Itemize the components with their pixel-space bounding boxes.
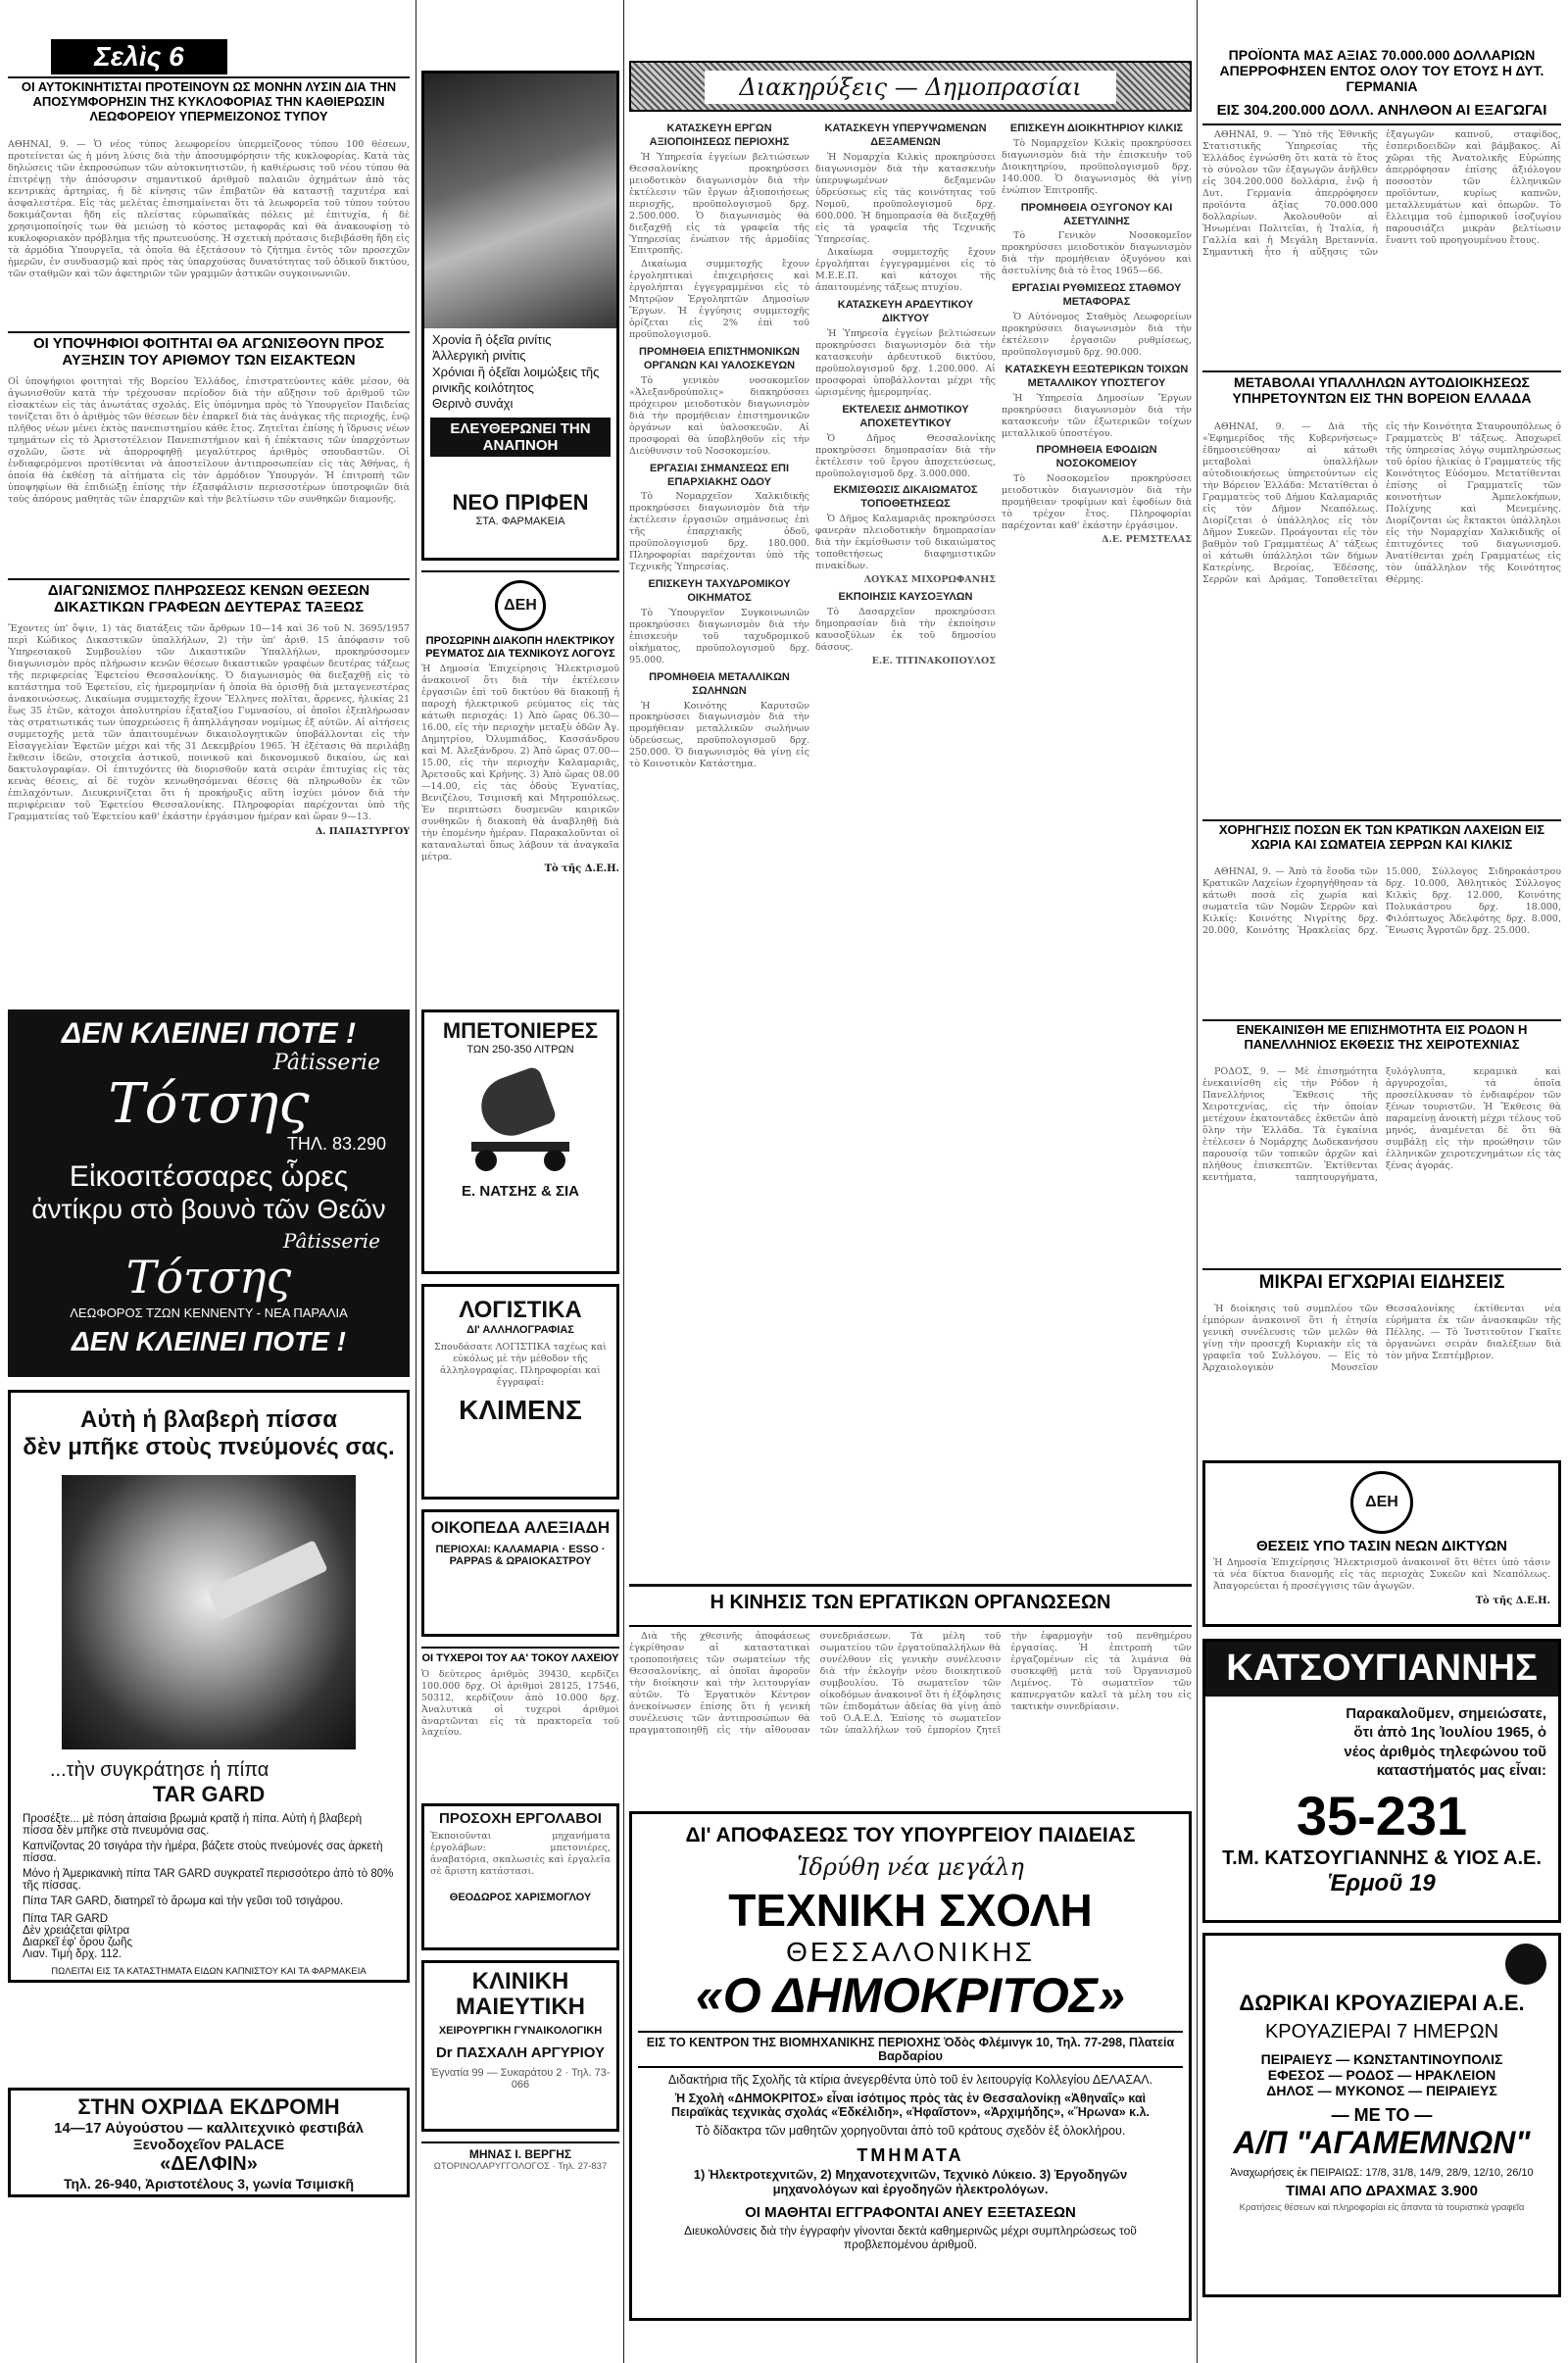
doctor2-ad bbox=[421, 2141, 619, 2200]
page-label: Σελὶς 6 bbox=[51, 39, 227, 74]
cruise-route: ΠΕΙΡΑΙΕΥΣ — ΚΩΝΣΤΑΝΤΙΝΟΥΠΟΛΙΣ bbox=[1260, 2051, 1503, 2068]
school-ad bbox=[629, 1811, 1192, 2321]
school-name: ΤΕΧΝΙΚΗ ΣΧΟΛΗ bbox=[728, 1885, 1093, 1937]
cruise-sub: ΚΡΟΥΑΖΙΕΡΑΙ 7 ΗΜΕΡΩΝ bbox=[1264, 2021, 1499, 2043]
ad-footer: ΠΩΛΕΙΤΑΙ ΕΙΣ ΤΑ ΚΑΤΑΣΤΗΜΑΤΑ ΕΙΔΩΝ ΚΑΠΝΙΣΤΟΥ ΚΑΙ ΤΑ ΦΑΡΜΑΚΕΙΑ bbox=[51, 1966, 367, 1977]
tenders-banner bbox=[629, 61, 1192, 112]
ad-address: ΛΕΩΦΟΡΟΣ ΤΖΩΝ ΚΕΝΝΕΝΤΥ - ΝΕΑ ΠΑΡΑΛΙΑ bbox=[70, 1305, 348, 1320]
article-body: Ἔχοντες ὑπ' ὄψιν, 1) τὰς διατάξεις τῶν ἄρθρων 10—14 καὶ 36 τοῦ Ν. 3695/1957 περὶ Κώδικος Δικαστικῶν ὑπαλλήλων, 2) τὴν ὑπ' ἀριθ. 15 ἀπόφασιν τοῦ Ὑπηρεσιακοῦ Συμβουλίου τῶν Δικαστικῶν Ὑπαλλήλων, προκηρύσσομεν διαγωνισμὸν πρὸς πλήρωσιν κενῶν θέσεων δικαστικῶν γραφέων δευτέρας τάξεως τῆς περιφερείας Ἐφετείου Θεσσαλονίκης. Ὁ διαγωνισμὸς θὰ διεξαχθῇ εἰς τὸ κατάστημα τοῦ Ἐφετείου, εἰς ἡμερομηνίαν ἡ ὁποία θὰ ὁρισθῇ διὰ μεταγενεστέρας ἀνακοινώσεως. Δικαίωμα συμμετοχῆς ἔχουν Ἕλληνες πολῖται, ἄρρενες, ἡλικίας 21 ἕως 35 ἐτῶν, κάτοχοι ἀπολυτηρίου ἑξαταξίου Γυμνασίου, οἱ ὁποῖοι ἐξεπλήρωσαν τὰς στρατιωτικάς των ὑποχρεώσεις ἢ ἀπηλλάγησαν νομίμως ἐξ αὐτῶν. Αἱ αἰτήσεις συμμετοχῆς μετὰ τῶν ἀπαιτουμένων δικαιολογητικῶν ὑποβάλλονται εἰς τὴν Εἰσαγγελίαν Ἐφετῶν μέχρι καὶ τῆς 31 Δεκεμβρίου 1965. Ἡ ἐξέτασις θὰ περιλάβῃ ἔκθεσιν ἰδεῶν, στοιχεῖα ἀστικοῦ, ποινικοῦ καὶ δικονομικοῦ δικαίου, ὡς καὶ δακτυλογραφίαν. Οἱ ἐπιτυχόντες θὰ διορισθοῦν κατὰ σειρὰν ἐπιτυχίας εἰς τὰς κενὰς θέσεις, αἱ δὲ τυχὸν κενωθησόμεναι θέσεις θὰ πληρωθοῦν ἐκ τῶν ἐπιλαχόντων. Διευκρινίζεται ὅτι ἡ προκήρυξις αὕτη ἰσχύει μόνον διὰ τὴν περιφέρειαν τοῦ Ἐφετείου Θεσσαλονίκης. Πληροφορίαι παρέχονται ὑπὸ τῆς Γραμματείας τοῦ Ἐφετείου καθ' ἑκάστην ἐργάσιμον ἡμέραν καὶ ὥραν 9—13. Δ. ΠΑΠΑΣΤΥΡΓΟΥ bbox=[8, 623, 410, 838]
prifen-name: ΝΕΟ ΠΡΙΦΕΝ bbox=[452, 490, 589, 516]
ad-name: «ΔΕΛΦΙΝ» bbox=[160, 2153, 258, 2175]
labour-body: Διὰ τῆς χθεσινῆς ἀποφάσεως ἐγκρίθησαν αἱ καταστατικαὶ τροποποιήσεις τῶν σωματείων τῆς Θεσσαλονίκης, αἱ ὁποῖαι ἀφοροῦν τὴν διοίκησιν καὶ τὴν λειτουργίαν αὐτῶν. Τὸ Ἐργατικὸν Κέντρον ἀνεκοίνωσεν ἐπίσης ὅτι ἡ γενικὴ συνέλευσις τῶν ἀντιπροσώπων θὰ πραγματοποιηθῇ εἰς τὴν αἴθουσαν συνεδριάσεων. Τὰ μέλη τοῦ σωματείου τῶν ἐργατοϋπαλλήλων θὰ συνέλθουν εἰς γενικὴν συνέλευσιν διὰ τὴν ἐκλογὴν νέου διοικητικοῦ συμβουλίου. Τὸ σωματεῖον τῶν οἰκοδόμων ἀνακοινοῖ ὅτι ἡ ἐξόφλησις τῶν ἐπιδομάτων ἀδείας θὰ γίνῃ ἀπὸ τοῦ Ο.Α.Ε.Δ. Ἐπίσης τὸ σωματεῖον τῶν ὑπαλλήλων τοῦ ἐμπορίου ζητεῖ τὴν ἐφαρμογὴν τοῦ πενθημέρου ἐργασίας. Ἡ ἐπιτροπὴ τῶν ἐργαζομένων εἰς τὰ λιμάνια θὰ συσκεφθῇ μετὰ τοῦ Ὀργανισμοῦ Λιμένος. Τὸ σωματεῖον τῶν καπνεργατῶν καλεῖ τὰ μέλη του εἰς τακτικὴν συνεδρίασιν. bbox=[629, 1631, 1192, 1736]
ad-title: ΠΡΟΣΟΧΗ ΕΡΓΟΛΑΒΟΙ bbox=[439, 1810, 602, 1827]
deh-sign: Τὸ τῆς Δ.Ε.Η. bbox=[544, 862, 619, 874]
oikopeda-ad bbox=[421, 1509, 619, 1637]
tenders-banner-title: Διακηρύξεις — Δημοπρασίαι bbox=[705, 71, 1116, 104]
article-body: ΑΘΗΝΑΙ, 9. — Ἀπὸ τὰ ἔσοδα τῶν Κρατικῶν Λαχείων ἐχορηγήθησαν τὰ κάτωθι ποσὰ εἰς χωρία καὶ σωματεῖα τῶν Νομῶν Σερρῶν καὶ Κιλκίς: Κοινότης Νιγρίτης δρχ. 20.000, Κοινότης Ἡρακλείας δρχ. 15.000, Σύλλογος Σιδηροκάστρου δρχ. 10.000, Ἀθλητικὸς Σύλλογος Κιλκὶς δρχ. 12.000, Κοινότης Πολυκάστρου δρχ. 18.000, Φιλόπτωχος Ἀδελφότης δρχ. 8.000, Ἕνωσις Ἀγροτῶν δρχ. 25.000. bbox=[1202, 866, 1561, 936]
ad-doctor: Dr ΠΑΣΧΑΛΗ ΑΡΓΥΡΙΟΥ bbox=[435, 2043, 606, 2061]
tools-ad bbox=[421, 1803, 619, 1950]
ad-slogan: Εἰκοσιτέσσαρες ὧρες bbox=[69, 1160, 349, 1193]
ad-area: ΠΕΡΙΟΧΑΙ: ΚΑΛΑΜΑΡΙΑ · ESSO · PAPPAS & ΩΡΑΙΟΚΑΣΤΡΟΥ bbox=[435, 1544, 606, 1567]
school-line: Τὸ δίδακτρα τῶν μαθητῶν χορηγοῦνται ἀπὸ τοῦ κράτους σχεδὸν ἐξ ὁλοκλήρου. bbox=[695, 2123, 1126, 2138]
deh-jobs-body: Ἡ Δημοσία Ἐπιχείρησις Ἠλεκτρισμοῦ ἀνακοινοῖ ὅτι θέτει ὑπὸ τάσιν τὰ νέα δίκτυα διανομῆς εἰς τὰς περιοχὰς Συκεῶν καὶ Νεαπόλεως. Ἀπαγορεύεται ἡ προσέγγισις τῶν ἀγωγῶν. bbox=[1213, 1557, 1550, 1593]
cruise-ad bbox=[1202, 1933, 1561, 2297]
ad-address: ΩΤΟΡΙΝΟΛΑΡΥΓΓΟΛΟΓΟΣ · Τηλ. 27-837 bbox=[433, 2161, 608, 2172]
labour-headline: Η ΚΙΝΗΣΙΣ ΤΩΝ ΕΡΓΑΤΙΚΩΝ ΟΡΓΑΝΩΣΕΩΝ bbox=[629, 1592, 1192, 1627]
school-city: ΘΕΣΣΑΛΟΝΙΚΗΣ bbox=[786, 1937, 1035, 1968]
ad-tag: TAR GARD bbox=[152, 1782, 266, 1806]
katsougiannis-ad bbox=[1202, 1639, 1561, 1923]
deh-title: ΠΡΟΣΩΡΙΝΗ ΔΙΑΚΟΠΗ ΗΛΕΚΤΡΙΚΟΥ ΡΕΥΜΑΤΟΣ ΔΙΑ ΤΕΧΝΙΚΟΥΣ ΛΟΓΟΥΣ bbox=[425, 635, 615, 660]
mixer-icon bbox=[462, 1065, 579, 1173]
cruise-dates: Ἀναχωρήσεις ἐκ ΠΕΙΡΑΙΩΣ: 17/8, 31/8, 14/9, 28/9, 12/10, 26/10 bbox=[1230, 2167, 1534, 2180]
katsougiannis-brand: ΚΑΤΣΟΥΓΙΑΝΝΗΣ bbox=[1205, 1642, 1558, 1697]
ad-body: Ἐκποιοῦνται μηχανήματα ἐργολάβων: μπετονιέρες, ἀναβατόρια, σκαλωσιὲς καὶ ἐργαλεῖα σὲ ἄριστη κατάστασι. bbox=[430, 1831, 611, 1877]
ad-line: Ξενοδοχεῖον PALACE bbox=[132, 2137, 285, 2153]
ad-body: Πίπα TAR GARD, διατηρεῖ τὸ ἄρωμα καὶ τὴν γεῦσι τοῦ τσιγάρου. bbox=[23, 1895, 344, 1907]
ad-title: ΜΠΕΤΟΝΙΕΡΕΣ bbox=[442, 1018, 599, 1043]
article-body: ΑΘΗΝΑΙ, 9. — Ὁ νέος τύπος λεωφορείου ὑπερμείζονος τύπου 100 θέσεων, προτείνεται ὡς ἡ μόνη λύσις διὰ τὴν ἀποσυμφόρησιν τῆς κυκλοφορίας. Κατὰ τὰς δηλώσεις τῶν ἐκπροσώπων τῶν αὐτοκινητιστῶν, ἡ καθιέρωσις τοῦ νέου τύπου θὰ ἐπιτρέψῃ τὴν ἀπόσυρσιν σημαντικοῦ ἀριθμοῦ παλαιῶν ὀχημάτων ἀπὸ τὰς κεντρικὰς ἀρτηρίας, ἡ δὲ κίνησις τῶν ἐπιβατῶν θὰ καταστῇ ταχυτέρα καὶ ἀσφαλεστέρα. Εἰς τὰς μελέτας ἐπισημαίνεται ὅτι τὰ λεωφορεῖα τοῦ τύπου τούτου δοκιμάζονται ἤδη εἰς πλείστας εὐρωπαϊκὰς πόλεις μὲ ἐπιτυχία, ἡ δὲ χρησιμοποίησίς των θὰ μειώσῃ τὸ κόστος μεταφορᾶς καὶ θὰ ἀνακουφίσῃ τὸ κυκλοφοριακὸν πρόβλημα τῆς πρωτευούσης. Ἡ σχετικὴ πρότασις διεβιβάσθη ἤδη εἰς τὰ ἁρμόδια Ὑπουργεῖα, τὰ ὁποῖα θὰ ἐξετάσουν τὸ ζήτημα ἐντὸς τῶν προσεχῶν ἡμερῶν, ἐν συνδυασμῷ καὶ πρὸς τὰς ὑπαρχούσας δυνατότητας τοῦ ὁδικοῦ δικτύου, τῶν σταθμῶν καὶ τῶν ἀφετηριῶν τῶν γραμμῶν ἀστικῶν συγκοινωνιῶν. bbox=[8, 139, 410, 279]
ad-brand-small: Pâtisserie bbox=[273, 1051, 380, 1075]
prifen-bullet: Χρονία ἢ ὀξεῖα ρινίτις bbox=[432, 332, 552, 347]
deh-logo-icon: ΔΕΗ bbox=[1350, 1471, 1413, 1534]
ad-title: ΛΟΓΙΣΤΙΚΑ bbox=[459, 1297, 582, 1323]
ad-title: ΚΛΙΝΙΚΗ ΜΑΙΕΥΤΙΚΗ bbox=[456, 1968, 585, 2021]
article-body: Ἡ διοίκησις τοῦ συμπλέου τῶν ἐμπόρων ἀνακοινοῖ ὅτι ἡ ἐτησία γενικὴ συνέλευσις τῶν μελῶν θὰ γίνῃ τὴν προσεχῆ Κυριακὴν εἰς τὰ γραφεῖα τοῦ Συλλόγου. — Εἰς τὸ Ἀρχαιολογικὸν Μουσεῖον Θεσσαλονίκης ἐκτίθενται νέα εὑρήματα ἐκ τῶν ἀνασκαφῶν τῆς Πέλλης. — Τὸ Ἰνστιτοῦτον Γκαῖτε ὀργανώνει σειρὰν διαλέξεων διὰ τὸν μῆνα Σεπτέμβριον. bbox=[1202, 1304, 1561, 1373]
article-headline: ΕΙΣ 304.200.000 ΔΟΛΛ. ΑΝΗΛΘΟΝ ΑΙ ΕΞΑΓΩΓΑΙ bbox=[1202, 102, 1561, 125]
prifen-banner: ΕΛΕΥΘΕΡΩΝΕΙ ΤΗΝ ΑΝΑΠΝΟΗ bbox=[430, 418, 611, 457]
article-headline: ΟΙ ΑΥΤΟΚΙΝΗΤΙΣΤΑΙ ΠΡΟΤΕΙΝΟΥΝ ΩΣ ΜΟΝΗΝ ΛΥΣΙΝ ΔΙΑ ΤΗΝ ΑΠΟΣΥΜΦΟΡΗΣΙΝ ΤΗΣ ΚΥΚΛΟΦΟΡΙΑΣ ΤΗΝ ΚΑΘΙΕΡΩΣΙΝ ΛΕΩΦΟΡΕΙΟΥ ΥΠΕΡΜΕΙΖΟΝΟΣ ΤΥΠΟΥ bbox=[21, 80, 397, 123]
ad-body: Μόνο ἡ Ἀμερικανικὴ πίπα TAR GARD συγκρατεῖ περισσότερο ἀπὸ τὸ 80% τῆς πίσσας. bbox=[23, 1868, 394, 1892]
depts: 1) Ἠλεκτροτεχνιτῶν, 2) Μηχανοτεχνιτῶν, Τεχνικὸ Λύκειο. 3) Ἐργοδηγῶν μηχανολόγων καὶ ἐργοδηγῶν ἠλεκτρολόγων. bbox=[693, 2167, 1128, 2197]
deh-notice bbox=[421, 570, 619, 992]
depts-title: ΤΜΗΜΑΤΑ bbox=[857, 2144, 964, 2165]
ad-body: Προσέξτε... μὲ πόση ἀπαίσια βρωμιὰ κρατᾷ ἡ πίπα. Αὐτὴ ἡ βλαβερὴ πίσσα δὲν μπῆκε στὰ πνευμόνια σας. bbox=[23, 1813, 363, 1837]
article-body: Οἱ ὑποψήφιοι φοιτηταὶ τῆς Βορείου Ἑλλάδος, ἐπιστρατεύοντες κάθε μέσον, θὰ ἀγωνισθοῦν κατὰ τὴν τρέχουσαν περίοδον διὰ τὴν αὔξησιν τοῦ ἀριθμοῦ τῶν εἰσακτέων εἰς τὰς ἀνωτάτας σχολάς. Εἰς ὑπόμνημα πρὸς τὸ Ὑπουργεῖον Παιδείας τονίζεται ὅτι ὁ ἀριθμὸς τῶν θέσεων δὲν ἐπαρκεῖ διὰ τὰς ἀνάγκας τῆς περιοχῆς, ἐνῷ πλῆθος νέων μένει ἐκτὸς πανεπιστημίου κάθε ἔτος. Ζητεῖται ἐπίσης ἡ ἵδρυσις νέων τμημάτων εἰς τὸ Ἀριστοτέλειον Πανεπιστήμιον καὶ ἡ ἐπέκτασις τῶν ὑπαρχόντων σχολῶν, ὥστε νὰ ἀπορροφηθῇ μεγαλύτερος ἀριθμὸς σπουδαστῶν. Οἱ ἐνδιαφερόμενοι προτίθενται νὰ ἀποστείλουν ἀντιπροσωπείαν εἰς τὰς Ἀθήνας, ἡ ὁποία θὰ ἐκθέσῃ τὰ αἰτήματα εἰς τὸν ἁρμόδιον Ὑπουργόν. Ἡ ἐπιτροπὴ τῶν ὑποψηφίων θὰ ἐπιδιώξῃ ἐπίσης τὴν ἐξασφάλισιν περισσοτέρων ὑποτροφιῶν διὰ τοὺς ἀπόρους μαθητὰς τῶν ἐπαρχιῶν καὶ τὴν βελτίωσιν τῶν συνθηκῶν διαμονῆς. bbox=[8, 376, 410, 505]
katsougiannis-notice: Παρακαλοῦμεν, σημειώσατε, ὅτι ἀπὸ 1ης Ἰουλίου 1965, ὁ νέος ἀριθμὸς τηλεφώνου τοῦ καταστήματός μας εἶναι: bbox=[1344, 1704, 1546, 1780]
prifen-bullet: Θερινὸ συνάχι bbox=[432, 396, 514, 411]
article-headline: ΔΙΑΓΩΝΙΣΜΟΣ ΠΛΗΡΩΣΕΩΣ ΚΕΝΩΝ ΘΕΣΕΩΝ ΔΙΚΑΣΤΙΚΩΝ ΓΡΑΦΕΩΝ ΔΕΥΤΕΡΑΣ ΤΑΞΕΩΣ bbox=[47, 582, 370, 616]
ad-contact: ΘΕΟΔΩΡΟΣ ΧΑΡΙΣΜΟΓΛΟΥ bbox=[449, 1891, 592, 1903]
lottery-title: ΟΙ ΤΥΧΕΡΟΙ ΤΟΥ ΑΑ' ΤΟΚΟΥ ΛΑΧΕΙΟΥ bbox=[421, 1652, 619, 1664]
pipe-photo bbox=[62, 1475, 356, 1749]
ad-contact: Ε. ΝΑΤΣΗΣ & ΣΙΑ bbox=[462, 1183, 579, 1200]
ad-spec: Δὲν χρειάζεται φίλτρα bbox=[23, 1925, 130, 1937]
ad-body: Καπνίζοντας 20 τσιγάρα τὴν ἡμέρα, βάζετε στοὺς πνεύμονές σας ἀρκετὴ πίσσα. bbox=[23, 1841, 383, 1864]
deh-logo-icon: ΔΕΗ bbox=[495, 580, 546, 631]
ad-address: Ἐγνατία 99 — Συκαράτου 2 · Τηλ. 73-066 bbox=[430, 2066, 611, 2091]
article-byline: Δ. ΠΑΠΑΣΤΥΡΓΟΥ bbox=[315, 826, 410, 838]
ad-sub: ΤΩΝ 250-350 ΛΙΤΡΩΝ bbox=[466, 1044, 574, 1056]
clinic-ad bbox=[421, 1960, 619, 2132]
katsougiannis-firm: Τ.Μ. ΚΑΤΣΟΥΓΙΑΝΝΗΣ & ΥΙΟΣ Α.Ε. bbox=[1222, 1847, 1542, 1870]
lottery-body: Ὁ δεύτερος ἀριθμὸς 39430, κερδίζει 100.000 δρχ. Οἱ ἀριθμοὶ 28125, 17546, 50312, κερδίζουν ἀπὸ 10.000 δρχ. Ἀναλυτικὰ οἱ τυχεροὶ ἀριθμοὶ ἀναρτῶνται εἰς τὰ πρακτορεῖα τοῦ λαχείου. bbox=[421, 1668, 619, 1739]
ad-phone: ΤΗΛ. 83.290 bbox=[286, 1134, 386, 1154]
ad-sub: ΧΕΙΡΟΥΡΓΙΚΗ ΓΥΝΑΙΚΟΛΟΓΙΚΗ bbox=[438, 2024, 603, 2037]
ad-body: Σπουδάσατε ΛΟΓΙΣΤΙΚΑ ταχέως καὶ εὐκόλως μὲ τὴν μέθοδον τῆς ἀλληλογραφίας. Πληροφορίαι καὶ ἐγγραφαί: bbox=[434, 1342, 607, 1388]
deh-body: Ἡ Δημοσία Ἐπιχείρησις Ἠλεκτρισμοῦ ἀνακοινοῖ ὅτι διὰ τὴν ἐκτέλεσιν ἐργασιῶν ἐπὶ τοῦ δικτύου θὰ διακοπῇ ἡ παροχὴ ἠλεκτρικοῦ ρεύματος εἰς τὰς κάτωθι περιοχάς: 1) Ἀπὸ ὥρας 06.30—16.00, εἰς τὴν περιοχὴν μεταξὺ ὁδῶν Ἀγ. Δημητρίου, Ὀλυμπιάδος, Κασσάνδρου καὶ Μ. Ἀλεξάνδρου. 2) Ἀπὸ ὥρας 07.00—15.00, εἰς τὴν περιοχὴν Καλαμαριᾶς, Ἀρετσοῦς καὶ Κρήνης. 3) Ἀπὸ ὥρας 08.00—14.00, εἰς τὰς ὁδοὺς Ἐγνατίας, Βενιζέλου, Τσιμισκῆ καὶ Μητροπόλεως. Ἐν περιπτώσει δυσμενῶν καιρικῶν συνθηκῶν ἡ διακοπὴ θὰ ἀναβληθῇ διὰ τὴν ἑπομένην ἡμέραν. Παρακαλοῦνται οἱ καταναλωταὶ ὅπως λάβουν τὰ ἀναγκαῖα μέτρα. bbox=[421, 664, 619, 862]
logistika-ad bbox=[421, 1284, 619, 1500]
deh-jobs-title: ΘΕΣΕΙΣ ΥΠΟ ΤΑΣΙΝ ΝΕΩΝ ΔΙΚΤΥΩΝ bbox=[1255, 1538, 1507, 1554]
deh-sign: Τὸ τῆς Δ.Ε.Η. bbox=[1475, 1596, 1550, 1607]
ad-headline: δὲν μπῆκε στοὺς πνεύμονές σας. bbox=[23, 1434, 395, 1460]
ad-headline: Αὐτὴ ἡ βλαβερὴ πίσσα bbox=[80, 1406, 337, 1433]
ohrid-ad bbox=[8, 2088, 410, 2197]
tenders-col-3: ΕΠΙΣΚΕΥΗ ΔΙΟΙΚΗΤΗΡΙΟΥ ΚΙΛΚΙΣ Τὸ Νομαρχεῖον Κιλκὶς προκηρύσσει διαγωνισμὸν διὰ τὴν ἐπισκευὴν τοῦ Διοικητηρίου, προϋπολογισμοῦ δρχ. 140.000. Ὁ διαγωνισμὸς θὰ γίνῃ ἐνώπιον Ἐπιτροπῆς. ΠΡΟΜΗΘΕΙΑ ΟΞΥΓΟΝΟΥ ΚΑΙ ΑΣΕΤΥΛΙΝΗΣ Τὸ Γενικὸν Νοσοκομεῖον προκηρύσσει μειοδοτικὸν διαγωνισμὸν διὰ τὴν προμήθειαν ὀξυγόνου καὶ ἀσετυλίνης διὰ τὸ ἔτος 1965—66. ΕΡΓΑΣΙΑΙ ΡΥΘΜΙΣΕΩΣ ΣΤΑΘΜΟΥ ΜΕΤΑΦΟΡΑΣ Ὁ Αὐτόνομος Σταθμὸς Λεωφορείων προκηρύσσει διαγωνισμὸν διὰ τὴν ἐκτέλεσιν ἐργασιῶν ρυθμίσεως, προϋπολογισμοῦ δρχ. 90.000. ΚΑΤΑΣΚΕΥΗ ΕΞΩΤΕΡΙΚΩΝ ΤΟΙΧΩΝ ΜΕΤΑΛΛΙΚΟΥ ΥΠΟΣΤΕΓΟΥ Ἡ Ὑπηρεσία Δημοσίων Ἔργων προκηρύσσει διαγωνισμὸν διὰ τὴν κατασκευὴν τῶν ἐξωτερικῶν τοίχων μεταλλικοῦ ὑποστέγου. ΠΡΟΜΗΘΕΙΑ ΕΦΟΔΙΩΝ ΝΟΣΟΚΟΜΕΙΟΥ Τὸ Νοσοκομεῖον προκηρύσσει μειοδοτικὸν διαγωνισμὸν διὰ τὴν προμήθειαν τροφίμων καὶ ἐφοδίων διὰ τὸ τρέχον ἔτος. Πληροφορίαι παρέχονται καθ' ἑκάστην ἐργάσιμον. Δ.Ε. ΡΕΜΣΤΕΛΑΣ bbox=[1002, 123, 1192, 546]
helmet-icon bbox=[1505, 1944, 1546, 1985]
ad-spec: Λιαν. Τιμὴ δρχ. 112. bbox=[23, 1948, 122, 1960]
ad-title: ΣΤΗΝ ΟΧΡΙΔΑ ΕΚΔΡΟΜΗ bbox=[77, 2094, 340, 2119]
cruise-title: ΔΩΡΙΚΑΙ ΚΡΟΥΑΖΙΕΡΑΙ Α.Ε. bbox=[1239, 1991, 1525, 2015]
lottery-box bbox=[421, 1647, 619, 1794]
cruise-price: ΤΙΜΑΙ ΑΠΟ ΔΡΑΧΜΑΣ 3.900 bbox=[1286, 2183, 1478, 2200]
mpetoniera-ad bbox=[421, 1009, 619, 1274]
deh-jobs-ad bbox=[1202, 1460, 1561, 1627]
article-body: ΑΘΗΝΑΙ, 9. — Ὑπὸ τῆς Ἐθνικῆς Στατιστικῆς Ὑπηρεσίας τῆς Ἑλλάδος ἐγνώσθη ὅτι κατὰ τὸ ἔτος τὸ σύνολον τῶν ἐξαγωγῶν ἀνῆλθεν εἰς 304.200.000 δολλάρια, ἐνῷ ἡ Δυτ. Γερμανία ἀπερρόφησεν προϊόντα ἀξίας 70.000.000 δολλαρίων. Ἀκολουθοῦν αἱ Ἡνωμέναι Πολιτεῖαι, ἡ Ἰταλία, ἡ Γαλλία καὶ ἡ Μεγάλη Βρεταννία. Σημαντικὴ ἦτο ἡ αὔξησις τῶν ἐξαγωγῶν καπνοῦ, σταφίδος, ἐσπεριδοειδῶν καὶ βάμβακος. Αἱ χῶραι τῆς Ἀνατολικῆς Εὐρώπης ἀπερρόφησαν ἐπίσης ἀξιόλογον ποσοστὸν τῶν ἑλληνικῶν προϊόντων, κυρίως καπνῶν, μεταλλευμάτων καὶ ὀπωρῶν. Τὸ ἔλλειμμα τοῦ ἐμπορικοῦ ἰσοζυγίου παρουσιάζει μικρὰν βελτίωσιν ἔναντι τοῦ προηγουμένου ἔτους. bbox=[1202, 129, 1561, 258]
ad-photo bbox=[424, 74, 616, 328]
ad-institute: ΚΛΙΜΕΝΣ bbox=[459, 1394, 582, 1425]
cruise-route: ΔΗΛΟΣ — ΜΥΚΟΝΟΣ — ΠΕΙΡΑΙΕΥΣ bbox=[1266, 2083, 1497, 2099]
tenders-col-2: ΚΑΤΑΣΚΕΥΗ ΥΠΕΡΥΨΩΜΕΝΩΝ ΔΕΞΑΜΕΝΩΝ Ἡ Νομαρχία Κιλκὶς προκηρύσσει διαγωνισμὸν διὰ τὴν κατασκευὴν ὑπερυψωμένων δεξαμενῶν ὑδρεύσεως εἰς τὰς κοινότητας τοῦ Νομοῦ, προϋπολογισμοῦ δρχ. 600.000. Ἡ δημοπρασία θὰ διεξαχθῇ εἰς τὰ γραφεῖα τῆς Τεχνικῆς Ὑπηρεσίας. Δικαίωμα συμμετοχῆς ἔχουν ἐργολήπται ἐγγεγραμμένοι εἰς τὸ Μ.Ε.Ε.Π. καὶ κάτοχοι τῆς ἀπαιτουμένης τάξεως πτυχίου. ΚΑΤΑΣΚΕΥΗ ΑΡΔΕΥΤΙΚΟΥ ΔΙΚΤΥΟΥ Ἡ Ὑπηρεσία ἐγγείων βελτιώσεων προκηρύσσει διαγωνισμὸν διὰ τὴν κατασκευὴν ἀρδευτικοῦ δικτύου, προϋπολογισμοῦ δρχ. 1.200.000. Αἱ προσφοραὶ ὑποβάλλονται μέχρι τῆς ὡρισμένης ἡμερομηνίας. ΕΚΤΕΛΕΣΙΣ ΔΗΜΟΤΙΚΟΥ ΑΠΟΧΕΤΕΥΤΙΚΟΥ Ὁ Δῆμος Θεσσαλονίκης προκηρύσσει δημοπρασίαν διὰ τὴν ἐκτέλεσιν τοῦ ἔργου ἀποχετεύσεως, προϋπολογισμοῦ δρχ. 3.000.000. ΕΚΜΙΣΘΩΣΙΣ ΔΙΚΑΙΩΜΑΤΟΣ ΤΟΠΟΘΕΤΗΣΕΩΣ Ὁ Δῆμος Καλαμαριᾶς προκηρύσσει φανερὰν πλειοδοτικὴν δημοπρασίαν διὰ τὴν ἐκμίσθωσιν τοῦ δικαιώματος τοποθετήσεως διαφημιστικῶν πινακίδων. ΛΟΥΚΑΣ ΜΙΧΟΡΩΦΑΝΗΣ ΕΚΠΟΙΗΣΙΣ ΚΑΥΣΟΞΥΛΩΝ Τὸ Δασαρχεῖον προκηρύσσει δημοπρασίαν διὰ τὴν ἐκποίησιν καυσοξύλων ἐκ τοῦ δημοσίου δάσους. Ε.Ε. ΤΙΤΙΝΑΚΟΠΟΥΛΟΣ bbox=[815, 123, 996, 666]
school-where: ΕΙΣ ΤΟ ΚΕΝΤΡΟΝ ΤΗΣ ΒΙΟΜΗΧΑΝΙΚΗΣ ΠΕΡΙΟΧΗΣ Ὁδὸς Φλέμινγκ 10, Τηλ. 77-298, Πλατεία Βαρδαρίου bbox=[638, 2031, 1183, 2068]
pipe-icon bbox=[207, 1540, 327, 1620]
cruise-contact: Κρατήσεις θέσεων καὶ πληροφορίαι εἰς ἅπαντα τὰ τουριστικὰ γραφεῖα bbox=[1239, 2202, 1525, 2214]
ad-title: ΟΙΚΟΠΕΔΑ ΑΛΕΞΙΑΔΗ bbox=[430, 1518, 611, 1537]
article-body: ΡΟΔΟΣ, 9. — Μὲ ἐπισημότητα ἐνεκαινίσθη εἰς τὴν Ρόδον ἡ Πανελλήνιος Ἔκθεσις τῆς Χειροτεχνίας, εἰς τὴν ὁποίαν μετέχουν ἑκατοντάδες ἐκθετῶν ἀπὸ ὅλην τὴν Ἑλλάδα. Τὰ ἐγκαίνια ἐτέλεσεν ὁ Νομάρχης Δωδεκανήσου παρουσίᾳ τῶν τοπικῶν ἀρχῶν καὶ πλήθους ἐπισκεπτῶν. Ἐκτίθενται κεντήματα, ταπητουργήματα, ξυλόγλυπτα, κεραμικὰ καὶ ἀργυροχοΐαι, τὰ ὁποῖα προσείλκυσαν τὸ ἐνδιαφέρον τῶν ξένων τουριστῶν. Ἡ Ἔκθεσις θὰ παραμείνῃ ἀνοικτὴ μέχρι τέλους τοῦ μηνός, ἀναμένεται δὲ ὅτι θὰ συμβάλῃ εἰς τὴν προώθησιν τῶν ἑλληνικῶν χειροτεχνημάτων εἰς τὰς ξένας ἀγοράς. bbox=[1202, 1066, 1561, 1183]
ad-spec: Διαρκεῖ ἐφ' ὅρου ζωῆς bbox=[23, 1937, 133, 1948]
article-headline: ΜΙΚΡΑΙ ΕΓΧΩΡΙΑΙ ΕΙΔΗΣΕΙΣ bbox=[1258, 1272, 1505, 1293]
exams-line: Διευκολύνσεις διὰ τὴν ἐγγραφὴν γίνονται δεκτὰ καθημερινῶς μέχρι συμπληρώσεως τοῦ προβλεπομένου ἀριθμοῦ. bbox=[684, 2223, 1137, 2251]
prifen-where: ΣΤΑ. ΦΑΡΜΑΚΕΙΑ bbox=[475, 516, 565, 528]
ad-phone: Τηλ. 26-940, Ἀριστοτέλους 3, γωνία Τσιμισκῆ bbox=[63, 2176, 355, 2191]
article-headline: ΟΙ ΥΠΟΨΗΦΙΟΙ ΦΟΙΤΗΤΑΙ ΘΑ ΑΓΩΝΙΣΘΟΥΝ ΠΡΟΣ ΑΥΞΗΣΙΝ ΤΟΥ ΑΡΙΘΜΟΥ ΤΩΝ ΕΙΣΑΚΤΕΩΝ bbox=[32, 335, 385, 369]
prifen-bullet: Ἀλλεργικὴ ρινίτις bbox=[432, 348, 526, 364]
targard-ad bbox=[8, 1390, 410, 1983]
exams: ΟΙ ΜΑΘΗΤΑΙ ΕΓΓΡΑΦΟΝΤΑΙ ΑΝΕΥ ΕΞΕΤΑΣΕΩΝ bbox=[745, 2204, 1076, 2222]
ad-line: 14—17 Αὐγούστου — καλλιτεχνικὸ φεστιβάλ bbox=[54, 2120, 364, 2137]
school-line: Διδακτήρια τῆς Σχολῆς τὰ κτίρια ἀνεγερθέντα ὑπὸ τοῦ ἐν λειτουργίᾳ Κολλεγίου ΔΕΛΑΣΑΛ. bbox=[667, 2072, 1153, 2087]
ad-bottom: ΔΕΝ ΚΛΕΙΝΕΙ ΠΟΤΕ ! bbox=[71, 1326, 347, 1356]
cruise-with: — ΜΕ ΤΟ — bbox=[1331, 2104, 1433, 2125]
ad-tag: ...τὴν συγκράτησε ἡ πίπα bbox=[50, 1759, 270, 1781]
ad-brand: Tότσης bbox=[108, 1072, 310, 1136]
ad-doctor: ΜΗΝΑΣ Ι. ΒΕΡΓΗΣ bbox=[468, 2147, 572, 2161]
school-line: Ἡ Σχολὴ «ΔΗΜΟΚΡΙΤΟΣ» εἶναι ἰσότιμος πρὸς τὰς ἐν Θεσσαλονίκῃ «Ἀθηναΐς» καὶ Πειραϊκὰς τεχνικὰς σχολάς «Ἐδκέλιδη», «Ἡφαῖστον», «Ἀρχιμήδης», «Ἥρωνα» κ.λ. bbox=[670, 2091, 1151, 2119]
school-founded: Ἱδρύθη νέα μεγάλη bbox=[797, 1853, 1024, 1882]
ad-brand: Tότσης bbox=[125, 1251, 292, 1304]
school-brand: «Ο ΔΗΜΟΚΡΙΤΟΣ» bbox=[695, 1968, 1126, 2024]
article-headline: ΕΝΕΚΑΙΝΙΣΘΗ ΜΕ ΕΠΙΣΗΜΟΤΗΤΑ ΕΙΣ ΡΟΔΟΝ Η ΠΑΝΕΛΛΗΝΙΟΣ ΕΚΘΕΣΙΣ ΤΗΣ ΧΕΙΡΟΤΕΧΝΙΑΣ bbox=[1236, 1023, 1528, 1052]
ad-spec: Πίπα TAR GARD bbox=[23, 1913, 109, 1925]
article-headline: ΜΕΤΑΒΟΛΑΙ ΥΠΑΛΛΗΛΩΝ ΑΥΤΟΔΙΟΙΚΗΣΕΩΣ ΥΠΗΡΕΤΟΥΝΤΩΝ ΕΙΣ ΤΗΝ ΒΟΡΕΙΟΝ ΕΛΛΑΔΑ bbox=[1232, 374, 1532, 407]
prifen-ad bbox=[421, 71, 619, 561]
katsougiannis-address: Ἑρμοῦ 19 bbox=[1328, 1870, 1436, 1897]
article-headline: ΧΟΡΗΓΗΣΙΣ ΠΟΣΩΝ ΕΚ ΤΩΝ ΚΡΑΤΙΚΩΝ ΛΑΧΕΙΩΝ ΕΙΣ ΧΩΡΙΑ ΚΑΙ ΣΩΜΑΤΕΙΑ ΣΕΡΡΩΝ ΚΑΙ ΚΙΛΚΙΣ bbox=[1218, 823, 1545, 852]
tenders-col-1: ΚΑΤΑΣΚΕΥΗ ΕΡΓΩΝ ΑΞΙΟΠΟΙΗΣΕΩΣ ΠΕΡΙΟΧΗΣ Ἡ Ὑπηρεσία ἐγγείων βελτιώσεων Θεσσαλονίκης προκηρύσσει μειοδοτικὸν διαγωνισμὸν διὰ τὴν ἐκτέλεσιν τῶν ἔργων ἀξιοποιήσεως περιοχῆς, προϋπολογισμοῦ δρχ. 2.500.000. Ὁ διαγωνισμὸς θὰ διεξαχθῇ εἰς τὰ γραφεῖα τῆς Ὑπηρεσίας ἐνώπιον τῆς ἁρμοδίας Ἐπιτροπῆς. Δικαίωμα συμμετοχῆς ἔχουν ἐργοληπτικαὶ ἐπιχειρήσεις καὶ ἐργολήπται ἐγγεγραμμένοι εἰς τὸ Μητρῷον Ἐργοληπτῶν Δημοσίων Ἔργων. Ἡ ἐγγύησις συμμετοχῆς ὁρίζεται εἰς 2% ἐπὶ τοῦ προϋπολογισμοῦ. ΠΡΟΜΗΘΕΙΑ ΕΠΙΣΤΗΜΟΝΙΚΩΝ ΟΡΓΑΝΩΝ ΚΑΙ ΥΑΛΟΣΚΕΥΩΝ Τὸ γενικὸν νοσοκομεῖον «Ἀλεξανδρούπολις» διακηρύσσει πρόχειρον μειοδοτικὸν διαγωνισμὸν διὰ τὴν προμήθειαν ἐπιστημονικῶν ὀργάνων καὶ ὑαλοσκευῶν. Αἱ προσφοραὶ θὰ ὑποβληθοῦν εἰς τὴν Διεύθυνσιν τοῦ Νοσοκομείου. ΕΡΓΑΣΙΑΙ ΣΗΜΑΝΣΕΩΣ ΕΠΙ ΕΠΑΡΧΙΑΚΗΣ ΟΔΟΥ Τὸ Νομαρχεῖον Χαλκιδικῆς προκηρύσσει διαγωνισμὸν διὰ τὴν ἐκτέλεσιν ἐργασιῶν σημάνσεως ἐπὶ τῆς ἐπαρχιακῆς ὁδοῦ, προϋπολογισμοῦ δρχ. 180.000. Πληροφορίαι παρέχονται ὑπὸ τῆς Τεχνικῆς Ὑπηρεσίας. ΕΠΙΣΚΕΥΗ ΤΑΧΥΔΡΟΜΙΚΟΥ ΟΙΚΗΜΑΤΟΣ Τὸ Ὑπουργεῖον Συγκοινωνιῶν προκηρύσσει διαγωνισμὸν διὰ τὴν ἐπισκευὴν τοῦ ταχυδρομικοῦ οἰκήματος, προϋπολογισμοῦ δρχ. 95.000. ΠΡΟΜΗΘΕΙΑ ΜΕΤΑΛΛΙΚΩΝ ΣΩΛΗΝΩΝ Ἡ Κοινότης Καρυτσῶν προκηρύσσει διαγωνισμὸν διὰ τὴν προμήθειαν μεταλλικῶν σωλήνων ὑδρεύσεως, προϋπολογισμοῦ δρχ. 250.000. Ὁ διαγωνισμὸς θὰ γίνῃ εἰς τὸ Κοινοτικὸν Κατάστημα. bbox=[629, 123, 809, 770]
katsougiannis-phone: 35-231 bbox=[1296, 1784, 1468, 1846]
cruise-route: ΕΦΕΣΟΣ — ΡΟΔΟΣ — ΗΡΑΚΛΕΙΟΝ bbox=[1267, 2067, 1496, 2084]
ad-sub: ΔΙ' ΑΛΛΗΛΟΓΡΑΦΙΑΣ bbox=[466, 1324, 574, 1336]
school-intro: ΔΙ' ΑΠΟΦΑΣΕΩΣ ΤΟΥ ΥΠΟΥΡΓΕΙΟΥ ΠΑΙΔΕΙΑΣ bbox=[685, 1824, 1136, 1846]
ad-top: ΔΕΝ ΚΛΕΙΝΕΙ ΠΟΤΕ ! bbox=[61, 1017, 357, 1050]
prifen-bullet: Χρόνιαι ἢ ὀξεῖαι λοιμώξεις τῆς ρινικῆς κοιλότητος bbox=[432, 364, 600, 395]
article-headline: ΠΡΟΪΟΝΤΑ ΜΑΣ ΑΞΙΑΣ 70.000.000 ΔΟΛΛΑΡΙΩΝ ΑΠΕΡΡΟΦΗΣΕΝ ΕΝΤΟΣ ΟΛΟΥ ΤΟΥ ΕΤΟΥΣ Η ΔΥΤ. ΓΕΡΜΑΝΙΑ bbox=[1219, 47, 1544, 95]
ad-brand-small: Pâtisserie bbox=[282, 1229, 380, 1253]
article-body: ΑΘΗΝΑΙ, 9. — Διὰ τῆς «Ἐφημερίδος τῆς Κυβερνήσεως» ἐδημοσιεύθησαν αἱ κάτωθι μεταβολαὶ ὑπαλλήλων αὐτοδιοικήσεως ὑπηρετούντων εἰς τὴν Βόρειον Ἑλλάδα: Μετατίθεται ὁ Γραμματεὺς τοῦ Δήμου Καλαμαριᾶς εἰς τὸν Δῆμον Νεαπόλεως. Διορίζεται ὁ ὑπάλληλος εἰς τὸν Δῆμον Συκεῶν. Προάγονται εἰς τὸν βαθμὸν τοῦ Γραμματέως Α' τάξεως οἱ κάτωθι ὑπάλληλοι τῶν δήμων Κατερίνης, Βεροίας, Ἐδέσσης, Σερρῶν καὶ Δράμας. Τοποθετεῖται εἰς τὴν Κοινότητα Σταυρουπόλεως ὁ Γραμματεὺς Β' τάξεως. Ἀποχωρεῖ τῆς ὑπηρεσίας λόγῳ συμπληρώσεως τοῦ ὁρίου ἡλικίας ὁ Γραμματεὺς τῆς Κοινότητος Εὐόσμου. Μετατίθενται ἐπίσης οἱ Γραμματεῖς τῶν κοινοτήτων Ἀμπελοκήπων, Πολίχνης καὶ Μενεμένης. Διορίζονται ὡς ἔκτακτοι ὑπάλληλοι εἰς τὴν Νομαρχίαν Χαλκιδικῆς οἱ ἐπιτυχόντες τοῦ διαγωνισμοῦ. Ἀνατίθενται χρέη Γραμματέως εἰς τὸν ὑπάλληλον τῆς Κοινότητος Θέρμης. bbox=[1202, 421, 1561, 585]
cruise-ship: Α/Π "ΑΓΑΜΕΜΝΩΝ" bbox=[1233, 2125, 1531, 2161]
ad-slogan: ἀντίκρυ στὸ βουνὸ τῶν Θεῶν bbox=[31, 1194, 386, 1224]
toton-ad bbox=[8, 1009, 410, 1377]
